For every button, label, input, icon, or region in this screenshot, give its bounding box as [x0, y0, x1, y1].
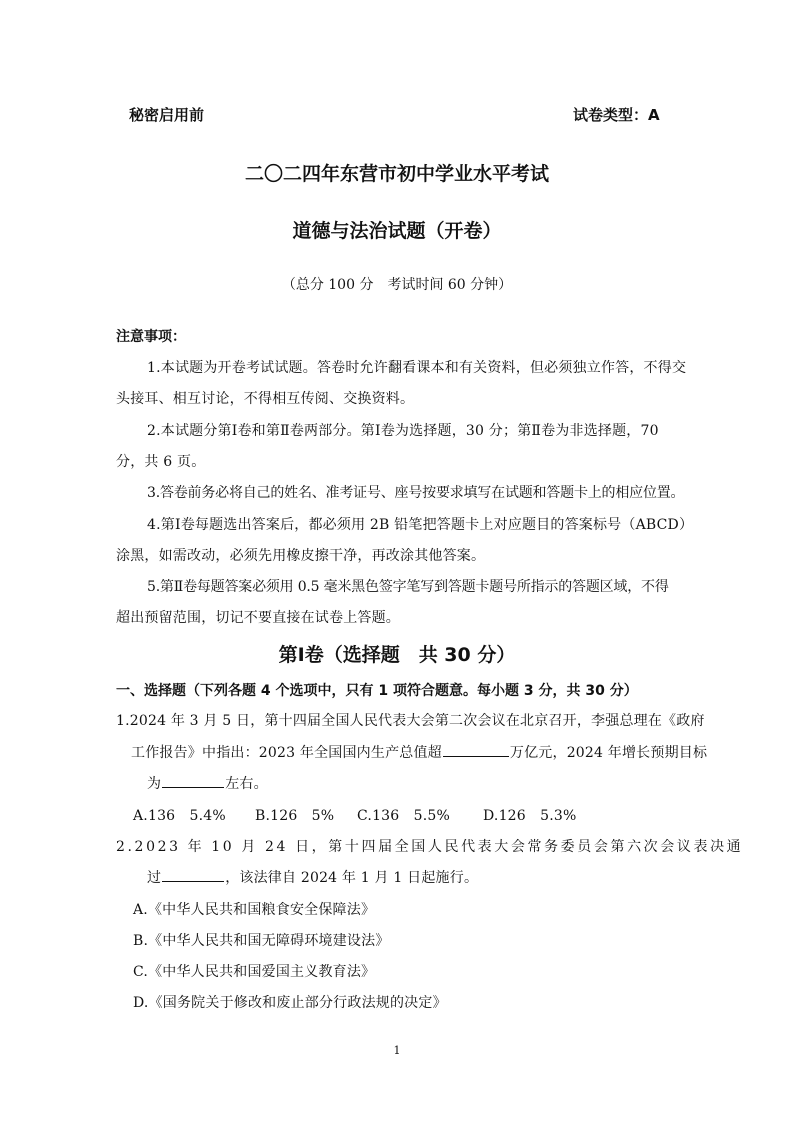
answer-blank [443, 742, 509, 757]
question-2-line: 2.2023 年 10 月 24 日，第十四届全国人民代表大会常务委员会第六次会议表决通 [116, 839, 744, 855]
question-1-line: 1.2024 年 3 月 5 日，第十四届全国人民代表大会第二次会议在北京召开，李强总理在《政府 [116, 713, 705, 729]
question-1-line [131, 742, 707, 762]
question-text: ，该法律自 2024 年 1 月 1 日起施行。 [225, 870, 479, 886]
option-c: C.《中华人民共和国爱国主义教育法》 [133, 964, 376, 980]
question-text: 过 [147, 870, 162, 886]
question-text: 为 [147, 776, 162, 792]
exam-type-label: 试卷类型：A [573, 106, 660, 124]
note-line: 3.答卷前务必将自己的姓名、准考证号、座号按要求填写在试题和答题卡上的相应位置。 [147, 485, 685, 501]
question-2-line [147, 867, 478, 887]
option-a: A.136 5.4% [133, 808, 226, 824]
option-b: B.《中华人民共和国无障碍环境建设法》 [133, 933, 390, 949]
score-info: （总分 100 分 考试时间 60 分钟） [281, 277, 513, 293]
section-instruction: 一、选择题（下列各题 4 个选项中，只有 1 项符合题意。每小题 3 分，共 30 分） [116, 683, 638, 699]
question-text: 万亿元，2024 年增长预期目标 [509, 745, 708, 761]
answer-blank [162, 773, 224, 788]
exam-title: 二〇二四年东营市初中学业水平考试 [244, 163, 549, 185]
note-line: 1.本试题为开卷考试试题。答卷时允许翻看课本和有关资料，但必须独立作答，不得交 [147, 360, 687, 376]
notes-heading: 注意事项： [116, 329, 186, 345]
note-line: 5.第Ⅱ卷每题答案必须用 0.5 毫米黑色签字笔写到答题卡题号所指示的答题区域，不得 [147, 579, 669, 595]
note-line: 4.第Ⅰ卷每题选出答案后，都必须用 2B 铅笔把答题卡上对应题目的答案标号（ABCD） [147, 517, 694, 533]
exam-subtitle: 道德与法治试题（开卷） [292, 220, 502, 242]
note-line: 2.本试题分第Ⅰ卷和第Ⅱ卷两部分。第Ⅰ卷为选择题，30 分；第Ⅱ卷为非选择题，70 [147, 423, 659, 439]
note-line: 涂黑，如需改动，必须先用橡皮擦干净，再改涂其他答案。 [116, 548, 486, 564]
answer-blank [162, 867, 224, 882]
option-b: B.126 5% [255, 808, 335, 824]
question-text: 工作报告》中指出：2023 年全国国内生产总值超 [131, 745, 442, 761]
option-c: C.136 5.5% [357, 808, 450, 824]
note-line: 头接耳、相互讨论，不得相互传阅、交换资料。 [116, 391, 415, 407]
section-title: 第Ⅰ卷（选择题 共 30 分） [278, 644, 516, 666]
option-d: D.126 5.3% [483, 808, 577, 824]
page-number: 1 [393, 1044, 401, 1057]
option-a: A.《中华人民共和国粮食安全保障法》 [133, 902, 376, 918]
confidential-label: 秘密启用前 [129, 106, 205, 124]
option-d: D.《国务院关于修改和废止部分行政法规的决定》 [133, 995, 447, 1011]
question-text: 左右。 [225, 776, 268, 792]
note-line: 超出预留范围，切记不要直接在试卷上答题。 [116, 610, 400, 626]
question-1-line [147, 773, 268, 793]
note-line: 分，共 6 页。 [116, 454, 206, 470]
